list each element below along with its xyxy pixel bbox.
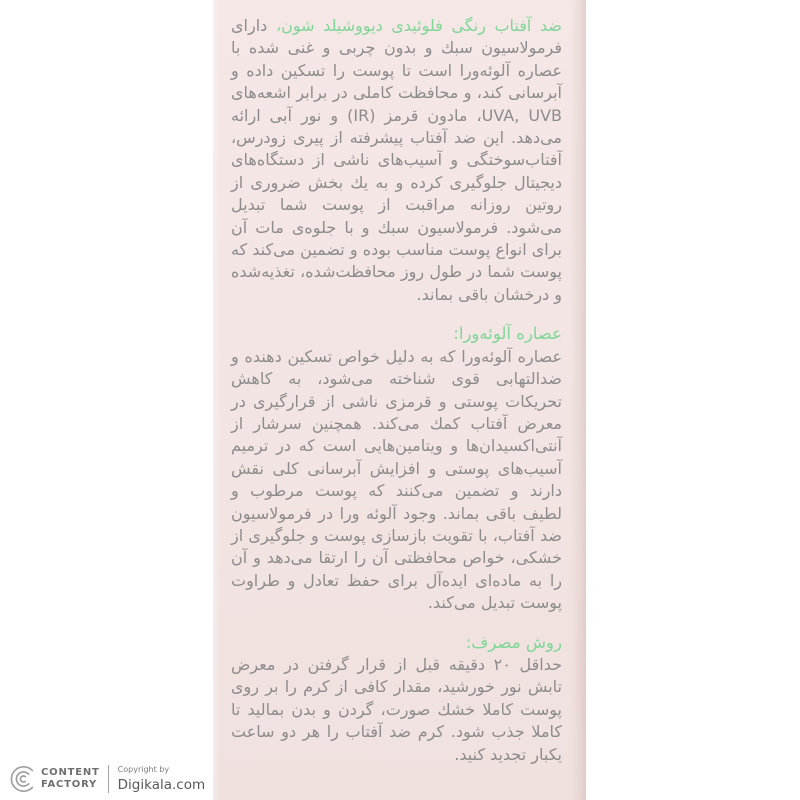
product-panel (213, 0, 586, 800)
section-title-aloe-extract: عصاره آلوئه‌ورا: (453, 324, 562, 344)
intro-body-text: دارای فرمولاسیون سبك و بدون چربی و غنی شده با عصاره آلوئه‌ورا است تا پوست را تسكین داده و آبرسانی كند، و محافظت كاملی در برابر اشعه‌های UVA, UVB، مادون قرمز (IR) و نور آبی ارائه می‌دهد. این ضد آفتاب پیشرفته از پیری زودرس، آفتاب‌سوختگی و آسیب‌های ناشی از دستگاه‌های دیجیتال جلوگیری كرده و به یك بخش ضروری از روتین روزانه مراقبت از پوست شما تبدیل می‌شود. فرمولاسیون سبك و با جلوه‌ی مات آن برای انواع پوست مناسب بوده و تضمین می‌كند كه پوست شما در طول روز محافظت‌شده، تغذیه‌شده و درخشان باقی بماند. (231, 16, 562, 304)
brand-line-2: FACTORY (41, 779, 98, 790)
copyright-label: Copyright by (117, 764, 170, 774)
watermark-divider (108, 765, 109, 793)
aloe-extract-paragraph: عصاره آلوئه‌ورا كه به دلیل خواص تسكین دهنده و ضدالتهابی قوی شناخته می‌شود، به كاهش تحریكات پوستی و قرمزی ناشی از قرارگیری در معرض آفتاب كمك می‌كند. همچنین سرشار از آنتی‌اكسیدان‌ها و ویتامین‌هایی است كه در ترمیم آسیب‌های پوستی و افزایش آبرسانی كلی نقش دارند و تضمین می‌كنند كه پوست مرطوب و لطیف باقی بماند. وجود آلوئه ورا در فرمولاسیون ضد آفتاب، با تقویت بازسازی پوست و جلوگیری از خشكی، خواص محافظتی آن را ارتقا می‌دهد و آن را به ماده‌ای ایده‌آل برای حفظ تعادل و طراوت پوست تبدیل می‌كند. (231, 346, 562, 613)
digikala-site-name: Digikala.com (117, 776, 206, 793)
section-title-usage: روش مصرف: (465, 632, 562, 652)
watermark (8, 763, 205, 795)
product-title: ضد آفتاب رنگی فلوئیدی دیووشیلد شون، (275, 16, 562, 35)
copyright-block (118, 765, 205, 794)
usage-paragraph: حداقل ۲۰ دقیقه قبل از قرار گرفتن در معرض تابش نور خورشید، مقدار كافی از كرم را بر روی پوست كاملا خشك صورت، گردن و بدن بمالید تا كاملا جذب شود. كرم ضد آفتاب را هر دو ساعت یكبار تجدید كنید. (231, 654, 562, 764)
intro-paragraph (231, 15, 562, 306)
content-factory-brand (41, 767, 100, 791)
content-factory-logo-icon (8, 763, 38, 795)
brand-line-1: CONTENT (41, 767, 100, 778)
product-description (231, 15, 562, 766)
